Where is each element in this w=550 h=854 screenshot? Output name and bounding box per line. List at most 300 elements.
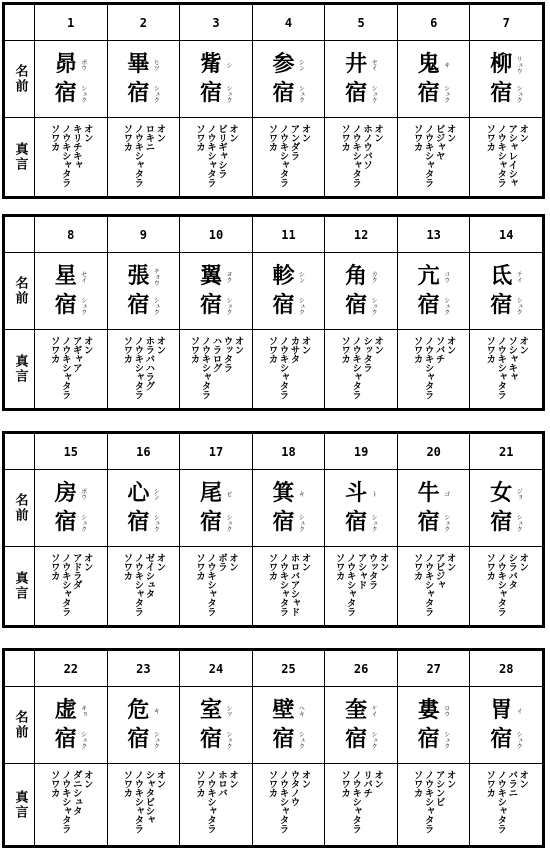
mantra-line: オン <box>299 336 311 354</box>
furigana-main: セイ <box>79 270 87 283</box>
mantra-line: ノウキシャタラ <box>350 336 362 399</box>
furigana <box>515 262 522 320</box>
furigana-main: ボウ <box>79 58 87 71</box>
mansion-columns <box>35 651 542 845</box>
mantra-text <box>180 118 252 196</box>
mantra-line: ボラ <box>215 553 227 571</box>
furigana-main: ケイ <box>370 704 378 717</box>
mansion-column <box>180 217 253 408</box>
furigana <box>515 696 522 754</box>
furigana <box>225 696 232 754</box>
name-label-cell <box>5 253 34 330</box>
name-label-cell <box>5 470 34 547</box>
furigana-suffix: シュク <box>79 513 87 532</box>
mantra-line: ソワカ <box>121 770 133 797</box>
furigana-main: ビ <box>224 490 232 497</box>
mansion-number: 21 <box>470 434 542 470</box>
furigana <box>515 479 522 537</box>
mantra-line: オン <box>517 770 529 788</box>
mantra-line: オン <box>226 124 238 142</box>
mantra-line: オン <box>81 124 93 142</box>
mantra-line: ノウキシャタラ <box>277 336 289 399</box>
mantra-text <box>470 118 542 196</box>
mantra-line: ホラバハラグ <box>143 336 155 390</box>
mansion-column <box>325 434 398 625</box>
row-label-column <box>5 434 35 625</box>
mansion-kanji-main: 鬼 <box>417 51 440 77</box>
mansion-number: 23 <box>108 651 180 687</box>
furigana-main: カク <box>370 270 378 283</box>
furigana-suffix: シュク <box>297 730 305 749</box>
mansion-number: 10 <box>180 217 252 253</box>
furigana-suffix: シュク <box>442 296 450 315</box>
mantra-line: オン <box>377 553 389 571</box>
mansion-column <box>180 434 253 625</box>
mantra-label: 真言 <box>12 789 28 820</box>
mansion-number: 11 <box>253 217 325 253</box>
mantra-text <box>108 330 180 408</box>
mansion-column <box>398 434 471 625</box>
mantra-text <box>398 547 470 625</box>
mansion-column <box>398 217 471 408</box>
mansion-column <box>108 651 181 845</box>
mansion-column <box>35 434 108 625</box>
mansion-kanji <box>273 479 295 537</box>
mantra-line: ノウキシャタラ <box>59 336 71 399</box>
mantra-text <box>470 547 542 625</box>
mantra-line: ノウキシャタラ <box>495 336 507 399</box>
mantra-line: ホロバアシャド <box>288 553 300 616</box>
mansion-kanji-main: 畢 <box>127 51 150 77</box>
mantra-line: ソワカ <box>121 124 133 151</box>
furigana <box>298 479 305 537</box>
mansion-kanji-main: 奎 <box>345 697 368 723</box>
furigana-suffix: シュク <box>370 513 378 532</box>
mansion-column <box>35 217 108 408</box>
mantra-line: ソワカ <box>411 124 423 151</box>
furigana <box>80 262 87 320</box>
furigana-main: ロウ <box>442 704 450 717</box>
furigana-main: ヒツ <box>152 58 160 71</box>
furigana <box>298 262 305 320</box>
mantra-line: オン <box>81 336 93 354</box>
furigana <box>443 479 450 537</box>
mansion-name <box>253 41 325 118</box>
mantra-line: アシンビ <box>433 770 445 806</box>
mantra-line: ソワカ <box>339 770 351 797</box>
mansion-kanji-main: 参 <box>272 51 295 77</box>
name-label-cell <box>5 687 34 764</box>
mansion-kanji-main: 井 <box>345 51 368 77</box>
mansion-number: 28 <box>470 651 542 687</box>
mansion-kanji <box>345 262 367 320</box>
mansion-kanji-main: 軫 <box>272 263 295 289</box>
mansion-kanji-main: 女 <box>490 480 513 506</box>
mansion-number: 3 <box>180 5 252 41</box>
mansion-kanji-suffix: 宿 <box>199 80 222 106</box>
mansion-name <box>253 470 325 547</box>
mansion-kanji-suffix: 宿 <box>127 80 150 106</box>
furigana <box>152 479 159 537</box>
mansion-number: 24 <box>180 651 252 687</box>
mantra-line: ソバチ <box>433 336 445 363</box>
mantra-line: カサタ <box>288 336 300 363</box>
furigana-main: ヘキ <box>297 704 305 717</box>
furigana-main: キ <box>152 707 160 714</box>
furigana-main: セイ <box>370 58 378 71</box>
mansion-kanji <box>418 262 440 320</box>
furigana <box>152 696 159 754</box>
mantra-text <box>470 330 542 408</box>
mansion-kanji-suffix: 宿 <box>345 292 368 318</box>
mansion-name <box>108 41 180 118</box>
mansion-kanji <box>345 50 367 108</box>
mantra-line: シャタビシャ <box>143 770 155 824</box>
mansion-kanji-suffix: 宿 <box>127 292 150 318</box>
mansion-kanji-main: 張 <box>127 263 150 289</box>
furigana-suffix: シュク <box>515 84 523 103</box>
mantra-line: オン <box>232 336 244 354</box>
mansion-kanji-main: 壁 <box>272 697 295 723</box>
mantra-line: オン <box>517 124 529 142</box>
mantra-label: 真言 <box>12 354 28 384</box>
mansion-kanji-main: 氐 <box>490 263 513 289</box>
furigana <box>370 50 377 108</box>
furigana-suffix: シュク <box>515 296 523 315</box>
row-label-column <box>5 651 35 845</box>
mantra-line: アドラダ <box>70 553 82 589</box>
mantra-line: ノウキシャタラ <box>204 124 216 187</box>
mantra-line: ビジャヤ <box>433 124 445 160</box>
mansion-name <box>253 253 325 330</box>
mantra-line: ソワカ <box>266 124 278 151</box>
furigana-suffix: シュク <box>224 730 232 749</box>
mansion-name <box>35 470 107 547</box>
mansion-kanji-main: 亢 <box>417 263 440 289</box>
mantra-line: ソワカ <box>193 770 205 797</box>
mantra-line: ソワカ <box>48 770 60 797</box>
furigana <box>152 262 159 320</box>
mansion-number: 17 <box>180 434 252 470</box>
mansion-name <box>180 470 252 547</box>
mantra-text <box>253 330 325 408</box>
furigana <box>370 262 377 320</box>
mansion-kanji-main: 柳 <box>490 51 513 77</box>
mansion-kanji-suffix: 宿 <box>272 726 295 752</box>
mansion-kanji-suffix: 宿 <box>345 80 368 106</box>
mansion-column <box>325 217 398 408</box>
furigana <box>80 479 87 537</box>
mansion-name <box>35 253 107 330</box>
furigana-main: シン <box>297 270 305 283</box>
furigana <box>370 696 377 754</box>
mansion-name <box>108 253 180 330</box>
mansion-name <box>180 253 252 330</box>
mansion-name <box>398 41 470 118</box>
mansion-kanji-suffix: 宿 <box>490 726 513 752</box>
mansion-number: 15 <box>35 434 107 470</box>
mantra-line: オン <box>226 770 238 788</box>
mantra-line: オン <box>81 770 93 788</box>
mansion-column <box>108 434 181 625</box>
mantra-line: ソワカ <box>266 553 278 580</box>
mantra-line: ソワカ <box>266 336 278 363</box>
mantra-line: リバチ <box>361 770 373 797</box>
mantra-line: オン <box>154 336 166 354</box>
mansion-number: 25 <box>253 651 325 687</box>
mansion-column <box>398 651 471 845</box>
mantra-line: ソワカ <box>339 124 351 151</box>
furigana-suffix: シュク <box>79 296 87 315</box>
mansion-name <box>108 687 180 764</box>
mansion-name <box>180 687 252 764</box>
mansion-kanji <box>490 696 512 754</box>
mantra-line: ノウキシャタラ <box>350 124 362 187</box>
furigana-main: シン <box>152 487 160 500</box>
mantra-line: バラニ <box>506 770 518 797</box>
furigana-main: シツ <box>224 704 232 717</box>
furigana-suffix: シュク <box>297 296 305 315</box>
mansion-kanji <box>127 50 149 108</box>
mansion-kanji-main: 危 <box>127 697 150 723</box>
mansion-kanji-suffix: 宿 <box>199 726 222 752</box>
furigana <box>370 479 377 537</box>
mansion-kanji <box>55 479 77 537</box>
furigana <box>298 696 305 754</box>
mantra-text <box>108 764 180 845</box>
furigana-main: キ <box>442 61 450 68</box>
mantra-line: アンダラ <box>288 124 300 160</box>
mantra-line: ビリギャシラ <box>215 124 227 178</box>
mansion-column <box>108 5 181 196</box>
mantra-text <box>35 547 107 625</box>
furigana <box>443 696 450 754</box>
mantra-line: ノウキシャタラ <box>422 336 434 399</box>
mantra-line: ソワカ <box>193 553 205 580</box>
mantra-line: オン <box>517 553 529 571</box>
furigana <box>80 696 87 754</box>
mansion-kanji <box>200 262 222 320</box>
furigana-suffix: シュク <box>224 513 232 532</box>
mansion-kanji-suffix: 宿 <box>54 80 77 106</box>
mantra-label-cell <box>5 764 34 845</box>
mansion-kanji-main: 婁 <box>417 697 440 723</box>
mantra-line: ノウキシャタラ <box>422 124 434 187</box>
mansion-kanji-suffix: 宿 <box>272 80 295 106</box>
mansion-number: 5 <box>325 5 397 41</box>
mantra-line: ノウキシャタラ <box>277 124 289 187</box>
furigana-suffix: シュク <box>370 296 378 315</box>
mansion-number: 27 <box>398 651 470 687</box>
mantra-line: ノウキシャタラ <box>59 553 71 616</box>
mansion-number: 16 <box>108 434 180 470</box>
furigana-suffix: シュク <box>370 730 378 749</box>
mansion-kanji-suffix: 宿 <box>490 509 513 535</box>
mansion-kanji <box>273 696 295 754</box>
mantra-text <box>35 764 107 845</box>
mantra-label: 真言 <box>12 142 28 172</box>
mantra-line: ソワカ <box>121 336 133 363</box>
mansion-name <box>325 687 397 764</box>
mantra-line: オン <box>444 553 456 571</box>
mansion-columns <box>35 5 542 196</box>
mantra-text <box>108 547 180 625</box>
mansion-kanji-suffix: 宿 <box>490 80 513 106</box>
mantra-line: ウッタラ <box>366 553 378 589</box>
mantra-line: オン <box>372 124 384 142</box>
mansion-column <box>325 5 398 196</box>
furigana <box>152 50 159 108</box>
mansion-kanji-suffix: 宿 <box>54 509 77 535</box>
mansion-kanji-main: 翼 <box>199 263 222 289</box>
mansion-name <box>325 41 397 118</box>
furigana <box>443 262 450 320</box>
mantra-line: ノウキシャタラ <box>132 553 144 616</box>
mansion-kanji <box>55 696 77 754</box>
mantra-text <box>35 330 107 408</box>
mantra-line: オン <box>81 553 93 571</box>
name-label: 名前 <box>12 64 28 94</box>
mansion-columns <box>35 434 542 625</box>
mansion-block-4 <box>2 648 545 848</box>
furigana-main: テイ <box>515 270 523 283</box>
mantra-line: ソワカ <box>411 336 423 363</box>
mansion-kanji <box>273 262 295 320</box>
mansion-kanji-suffix: 宿 <box>199 509 222 535</box>
mansion-kanji-main: 尾 <box>199 480 222 506</box>
mantra-text <box>180 330 252 408</box>
mansion-column <box>398 5 471 196</box>
mantra-line: ダニシュタ <box>70 770 82 815</box>
mantra-line: ノウキシャタラ <box>495 553 507 616</box>
mantra-line: ハラログ <box>210 336 222 372</box>
furigana-suffix: シュク <box>79 84 87 103</box>
mansion-kanji <box>127 696 149 754</box>
mansion-kanji-suffix: 宿 <box>490 292 513 318</box>
mansion-name <box>325 470 397 547</box>
corner-cell <box>5 651 34 687</box>
mantra-line: オン <box>299 124 311 142</box>
mansion-number: 20 <box>398 434 470 470</box>
mantra-line: ノウキシャタラ <box>59 770 71 833</box>
mantra-line: オン <box>444 124 456 142</box>
mansion-kanji-suffix: 宿 <box>345 726 368 752</box>
mantra-line: アシャド <box>355 553 367 589</box>
mansion-name <box>253 687 325 764</box>
mantra-line: オン <box>444 336 456 354</box>
furigana-suffix: シュク <box>297 513 305 532</box>
mansion-kanji <box>418 479 440 537</box>
mansion-kanji-suffix: 宿 <box>199 292 222 318</box>
mantra-text <box>325 764 397 845</box>
mansion-kanji-main: 房 <box>54 480 77 506</box>
mansion-kanji <box>490 50 512 108</box>
furigana-main: リュウ <box>515 55 523 74</box>
furigana <box>515 50 522 108</box>
mansion-kanji-suffix: 宿 <box>345 509 368 535</box>
mantra-line: ソワカ <box>484 124 496 151</box>
mansion-column <box>180 5 253 196</box>
mantra-line: ノウキシャタラ <box>495 124 507 187</box>
corner-cell <box>5 5 34 41</box>
mantra-line: ウタノウ <box>288 770 300 806</box>
mantra-line: オン <box>444 770 456 788</box>
furigana-suffix: シュク <box>515 513 523 532</box>
mantra-line: ソワカ <box>339 336 351 363</box>
mansion-name <box>35 41 107 118</box>
mansion-block-1 <box>2 2 545 199</box>
mansion-kanji-main: 星 <box>54 263 77 289</box>
mansion-number: 13 <box>398 217 470 253</box>
mansion-kanji <box>55 50 77 108</box>
mansion-number: 8 <box>35 217 107 253</box>
mantra-label-cell <box>5 330 34 408</box>
mansion-columns <box>35 217 542 408</box>
mansion-number: 4 <box>253 5 325 41</box>
mantra-line: ソワカ <box>484 770 496 797</box>
mansion-kanji-suffix: 宿 <box>417 509 440 535</box>
furigana <box>298 50 305 108</box>
corner-cell <box>5 217 34 253</box>
mantra-label-cell <box>5 118 34 196</box>
mantra-line: ノウキシャタラ <box>277 770 289 833</box>
mansion-kanji-suffix: 宿 <box>54 726 77 752</box>
mantra-line: ノウキシャタラ <box>132 336 144 399</box>
mantra-line: ノウキシャタラ <box>277 553 289 616</box>
row-label-column <box>5 5 35 196</box>
mantra-line: ノウキシャタラ <box>132 124 144 187</box>
mansion-kanji-main: 箕 <box>272 480 295 506</box>
mansion-kanji <box>127 262 149 320</box>
mansion-number: 14 <box>470 217 542 253</box>
mantra-line: ノウキシャタラ <box>199 336 211 399</box>
name-label: 名前 <box>12 493 28 523</box>
mansion-block-2 <box>2 214 545 411</box>
mantra-line: シッタラ <box>361 336 373 372</box>
mantra-line: アビジャ <box>433 553 445 589</box>
mansion-kanji-main: 牛 <box>417 480 440 506</box>
furigana-main: イ <box>515 707 523 714</box>
mansion-kanji-main: 角 <box>345 263 368 289</box>
mansion-name <box>470 41 542 118</box>
mansion-column <box>253 5 326 196</box>
mantra-line: オン <box>372 336 384 354</box>
mantra-line: オン <box>372 770 384 788</box>
mantra-line: ホノウバソ <box>361 124 373 169</box>
mansion-name <box>398 470 470 547</box>
mansion-kanji-main: 昴 <box>54 51 77 77</box>
mantra-line: アギャア <box>70 336 82 372</box>
furigana-main: キ <box>297 490 305 497</box>
mansion-kanji <box>490 479 512 537</box>
mantra-line: ソワカ <box>411 553 423 580</box>
mansion-kanji <box>345 696 367 754</box>
furigana-main: シン <box>297 58 305 71</box>
mansion-kanji <box>55 262 77 320</box>
mansion-column <box>253 217 326 408</box>
mansion-kanji-suffix: 宿 <box>127 509 150 535</box>
mansion-number: 26 <box>325 651 397 687</box>
mantra-text <box>180 547 252 625</box>
mantra-line: ホロバ <box>215 770 227 797</box>
mantra-line: ノウキシャタラ <box>344 553 356 616</box>
mantra-line: オン <box>299 553 311 571</box>
mantra-line: ソワカ <box>48 124 60 151</box>
mansion-kanji <box>490 262 512 320</box>
mansion-column <box>470 651 542 845</box>
row-label-column <box>5 217 35 408</box>
mantra-line: ソワカ <box>193 124 205 151</box>
